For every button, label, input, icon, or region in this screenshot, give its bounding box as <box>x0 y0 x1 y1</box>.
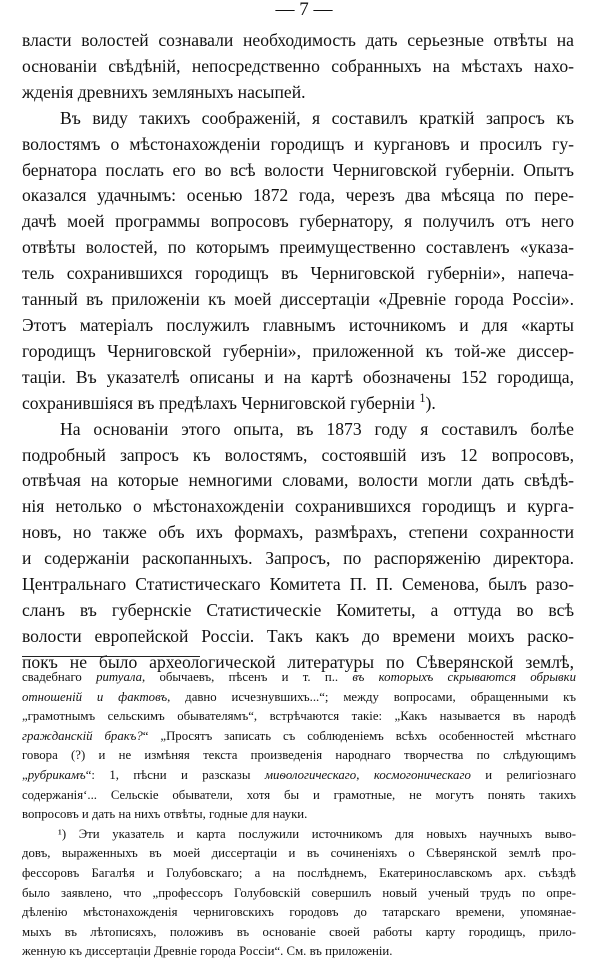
footnote-line: дѣленію мѣстонахожденія черниговскихъ городовъ до татарскаго времени, упомянае- <box>22 905 576 920</box>
fn-italic: въ которыхъ скрываются обрывки <box>352 670 576 684</box>
text-line: Центральнаго Статистическаго Комитета П. П. Семенова, былъ разо- <box>22 574 574 595</box>
footnote-1 <box>22 825 576 962</box>
footnote-line: мыхъ въ лѣтописяхъ, положивъ въ основаніе своей работы карту городищъ, прило- <box>22 924 576 939</box>
paragraph-2 <box>22 106 574 417</box>
text-line: власти волостей сознавали необходимость дать серьезные отвѣты на <box>22 30 574 50</box>
text-line: На основаніи этого опыта, въ 1873 году я составилъ болѣе <box>60 418 574 439</box>
line-text: сохранившіяся въ предѣлахъ Черниговской губерніи <box>22 392 415 413</box>
line-tail: ). <box>425 392 436 413</box>
text-line <box>22 391 574 417</box>
text-line: волостямъ о мѣстонахожденіи городищъ и кургановъ и просилъ гу- <box>22 133 574 154</box>
footnote-divider <box>22 656 200 657</box>
footnote-line: было заявлено, что „профессоръ Голубовскій совершилъ новый ученый трудъ по опре- <box>22 885 576 900</box>
fn-text: “ „Просятъ записать съ соблюденіемъ всѣхъ особенностей мѣстнаго <box>142 728 576 743</box>
text-line: таціи. Въ указателѣ описаны и на картѣ обозначены 152 городища, <box>22 366 574 387</box>
fn-text: и религіознаго <box>470 767 576 782</box>
text-line: подробный запросъ къ волостямъ, состоявшій изъ 12 вопросовъ, <box>22 444 574 465</box>
fn-italic: миѳологическаго, космогоническаго <box>264 767 471 782</box>
text-line: нія нетолько о мѣстонахожденіи сохранившихся городищъ и курга- <box>22 496 574 517</box>
footnote-line: довъ, выраженныхъ въ моей диссертаціи и въ сочиненіяхъ о Сѣверянской землѣ про- <box>22 846 576 861</box>
footnote-line <box>22 688 576 708</box>
text-line: сланъ въ губернскіе Статистическіе Комитеты, а оттуда во всѣ <box>22 599 574 620</box>
footnote-line <box>22 668 576 688</box>
text-line: основаніи свѣдѣній, непосредственно собранныхъ на мѣстахъ нахо- <box>22 55 574 76</box>
fn-italic: гражданскій бракъ? <box>22 728 143 743</box>
text-line: отвѣты волостей, по которымъ преимущественно составленъ «указа- <box>22 237 574 258</box>
text-line: Этотъ матеріалъ послужилъ главнымъ источникомъ и для «карты <box>22 314 574 335</box>
text-line: покъ не было археологической литературы по Сѣверянской землѣ, <box>22 651 574 672</box>
main-text <box>22 28 574 676</box>
fn-italic: ритуала <box>96 670 142 684</box>
footnote-line <box>22 727 576 747</box>
text-line: танный въ приложеніи къ моей диссертаціи «Древніе города Россіи». <box>22 289 574 310</box>
fn-italic: рубрикамъ <box>27 767 86 782</box>
text-line: бернатора послать его во всѣ волости Черниговской губерніи. Опытъ <box>22 159 574 180</box>
footnote-ref: 1 <box>419 390 426 405</box>
fn-text: , давно исчезнувшихъ...“; между вопросами, обращенными къ <box>167 689 577 704</box>
text-line: жденія древнихъ земляныхъ насыпей. <box>22 81 306 102</box>
paragraph-1 <box>22 28 574 106</box>
text-line: волости европейской Россіи. Такъ какъ до времени моихъ раско- <box>22 625 574 646</box>
footnote-line: говора (?) и не измѣняя текста произведенія народнаго творчества по слѣдующимъ <box>22 748 576 763</box>
footnote-line: вопросовъ и дать на нихъ отвѣты, годные для науки. <box>22 807 308 822</box>
footnote-line: „грамотнымъ сельскимъ обывателямъ“, встрѣчаются такіе: „Какъ называется въ народѣ <box>22 709 576 724</box>
footnote-continuation <box>22 668 576 825</box>
text-line: Въ виду такихъ соображеній, я составилъ краткій запросъ къ <box>60 107 574 128</box>
footnote-line <box>22 766 576 786</box>
text-line: новъ, но также объ ихъ формахъ, размѣрахъ, степени сохранности <box>22 522 574 543</box>
footnote-line: содержанія‘... Сельскіе обыватели, хотя бы и грамотные, не могутъ понять такихъ <box>22 787 576 802</box>
fn-italic: отношеній и фактовъ <box>22 689 168 704</box>
text-line: тель сохранившихся городищъ въ Черниговской губерніи», напеча- <box>22 263 574 284</box>
text-line: дачѣ моей программы вопросовъ губернатору, я получилъ отъ него <box>22 211 574 232</box>
text-line: оказался удачнымъ: осенью 1872 года, черезъ два мѣсяца по пере- <box>22 185 574 206</box>
text-line: отвѣчая на которые немногими словами, волости могли дать свѣдѣ- <box>22 470 574 491</box>
footnote-line: фессоровъ Багалѣя и Голубовскаго; а на послѣднемъ, Екатеринославскомъ арх. съѣздѣ <box>22 865 576 880</box>
text-line: и содержаніи раскопанныхъ. Запросъ, по распоряженію директора. <box>22 548 574 569</box>
footnote-line: женную къ диссертаціи Древніе города Россіи“. См. въ приложеніи. <box>22 944 393 959</box>
footnote-line: ¹) Эти указатель и карта послужили источникомъ для новыхъ научныхъ выво- <box>58 826 576 841</box>
paragraph-3 <box>22 417 574 676</box>
text-line: городищъ Черниговской губерніи», приложенной къ той-же диссер- <box>22 340 574 361</box>
page-number: — 7 — <box>275 0 333 20</box>
fn-text: „ <box>22 767 28 782</box>
footnotes <box>22 668 576 962</box>
fn-text: “: 1, пѣсни и разсказы <box>85 767 265 782</box>
fn-text: свадебнаго <box>22 670 97 684</box>
fn-text: , обычаевъ, пѣсенъ и т. п.. <box>142 670 353 684</box>
